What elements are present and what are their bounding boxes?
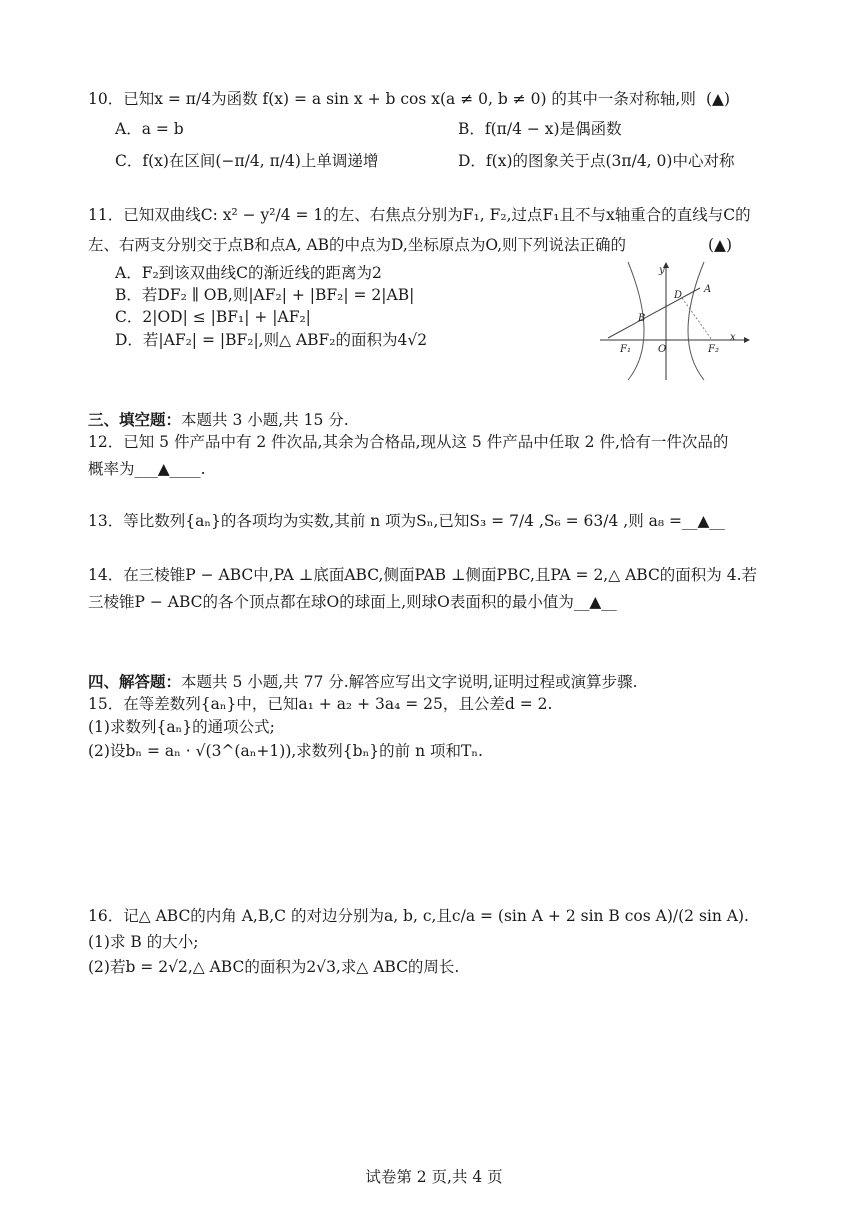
segment-d-f2 [682, 298, 712, 340]
page-footer: 试卷第 2 页,共 4 页 [365, 1168, 503, 1186]
section3-title: 三、填空题： [88, 410, 182, 429]
q10-answer-mark: (▲) [706, 90, 731, 108]
q15-line3: (2)设bₙ = aₙ · √(3^(aₙ+1)),求数列{bₙ}的前 n 项和Tₙ. [88, 742, 483, 760]
q10-option-a: A．a = b [115, 120, 184, 138]
q12-line2: 概率为___▲____. [88, 460, 206, 478]
q15-line2: (1)求数列{aₙ}的通项公式; [88, 718, 275, 736]
label-f2: F₂ [708, 344, 719, 355]
label-x: x [730, 332, 736, 343]
section3-heading [88, 409, 349, 431]
section3-desc: 本题共 3 小题,共 15 分. [181, 411, 349, 429]
q16-line3: (2)若b = 2√2,△ ABC的面积为2√3,求△ ABC的周长. [88, 958, 460, 976]
q10-option-b: B．f(π/4 − x)是偶函数 [458, 120, 622, 138]
q10-option-d: D．f(x)的图象关于点(3π/4, 0)中心对称 [458, 152, 735, 170]
q15-line1: 15．在等差数列{aₙ}中，已知a₁ + a₂ + 3a₄ = 25，且公差d = 2. [88, 695, 553, 713]
q11-stem-line2: 左、右两支分别交于点B和点A, AB的中点为D,坐标原点为O,则下列说法正确的 [88, 236, 627, 254]
q13-text: 13．等比数列{aₙ}的各项均为实数,其前 n 项为Sₙ,已知S₃ = 7/4 ,S₆ = 63/4 ,则 a₈ =__▲__ [88, 512, 725, 530]
label-f1: F₁ [620, 344, 631, 355]
q11-option-d: D．若|AF₂| = |BF₂|,则△ ABF₂的面积为4√2 [115, 331, 428, 349]
label-a: A [704, 284, 712, 295]
label-b: B [638, 313, 646, 324]
line-f1-a [608, 288, 700, 338]
q10-option-c: C．f(x)在区间(−π/4, π/4)上单调递增 [115, 152, 379, 170]
section4-title: 四、解答题： [88, 672, 182, 691]
q11-option-a: A．F₂到该双曲线C的渐近线的距离为2 [115, 264, 382, 282]
q14-line2: 三棱锥P − ABC的各个顶点都在球O的球面上,则球O表面积的最小值为__▲__ [88, 593, 617, 611]
section4-heading [88, 671, 638, 693]
q10-stem: 10．已知x = π/4为函数 f(x) = a sin x + b cos x(a ≠ 0, b ≠ 0) 的其中一条对称轴,则 [88, 90, 696, 108]
section4-desc: 本题共 5 小题,共 77 分.解答应写出文字说明,证明过程或演算步骤. [181, 673, 638, 691]
q11-option-c: C．2|OD| ≤ |BF₁| + |AF₂| [115, 308, 311, 326]
q12-line1: 12．已知 5 件产品中有 2 件次品,其余为合格品,现从这 5 件产品中任取 2 件,恰有一件次品的 [88, 433, 729, 451]
hyperbola-figure [598, 258, 758, 383]
hyperbola-right-branch [688, 262, 704, 380]
label-y: y [659, 265, 665, 276]
q16-line1: 16．记△ ABC的内角 A,B,C 的对边分别为a, b, c,且c/a = (sin A + 2 sin B cos A)/(2 sin A). [88, 907, 749, 925]
q11-option-b: B．若DF₂ ∥ OB,则|AF₂| + |BF₂| = 2|AB| [115, 286, 415, 304]
q16-line2: (1)求 B 的大小; [88, 933, 199, 951]
q14-line1: 14．在三棱锥P − ABC中,PA ⊥底面ABC,侧面PAB ⊥侧面PBC,且PA = 2,△ ABC的面积为 4.若 [88, 566, 758, 584]
q11-stem-line1: 11．已知双曲线C: x² − y²/4 = 1的左、右焦点分别为F₁, F₂,过点F₁且不与x轴重合的直线与C的 [88, 206, 751, 224]
label-d: D [674, 290, 683, 301]
q11-answer-mark: (▲) [708, 236, 733, 254]
label-o: O [658, 344, 667, 355]
